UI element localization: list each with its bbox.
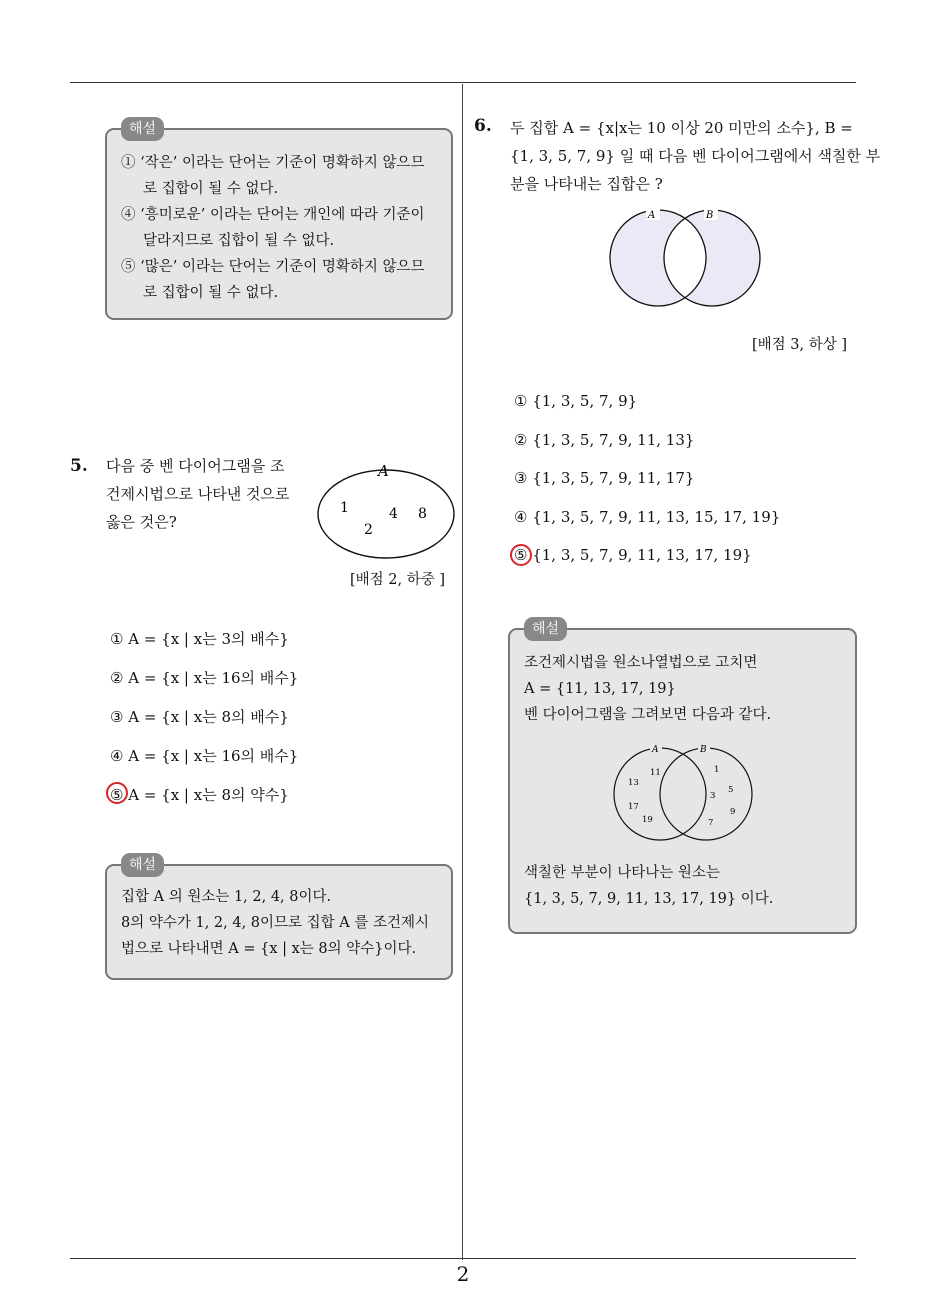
question-line: 두 집합 A = {x|x는 10 이상 20 미만의 소수}, B = (510, 119, 853, 137)
solution-line: 달라지므로 집합이 될 수 없다. (143, 233, 335, 249)
solution-line: {1, 3, 5, 7, 9, 11, 13, 17, 19} 이다. (524, 891, 774, 907)
solution-tag: 해설 (524, 617, 567, 641)
solution-line: ① ‘작은’ 이라는 단어는 기준이 명확하지 않으므 (121, 155, 425, 171)
question-text (510, 114, 880, 198)
top-rule (70, 82, 856, 83)
choice-5[interactable]: ⑤ A = {x | x는 8의 약수} (110, 786, 289, 804)
set-element: 7 (708, 818, 714, 828)
venn-diagram-q6 (600, 206, 770, 312)
solution-line: A = {11, 13, 17, 19} (524, 681, 676, 697)
set-element: 17 (628, 802, 639, 812)
question-line: {1, 3, 5, 7, 9} 일 때 다음 벤 다이어그램에서 색칠한 부 (510, 147, 881, 165)
question-line: 분을 나타내는 집합은 ? (510, 175, 663, 193)
question-line: 옳은 것은? (106, 513, 177, 531)
solution-line: 로 집합이 될 수 없다. (143, 285, 279, 301)
solution-box-4 (105, 121, 453, 320)
solution-line: 집합 A 의 원소는 1, 2, 4, 8이다. (121, 889, 332, 905)
solution-conclusion (524, 860, 773, 912)
set-element: 13 (628, 778, 639, 788)
set-element: 11 (650, 768, 661, 778)
set-element: 19 (642, 815, 653, 825)
set-element: 3 (710, 791, 716, 801)
question-line: 다음 중 벤 다이어그램을 조 (106, 457, 285, 475)
solution-tag: 해설 (121, 117, 164, 141)
solution-tag: 해설 (121, 853, 164, 877)
column-divider (462, 84, 463, 1260)
solution-line: ⑤ ‘많은’ 이라는 단어는 기준이 명확하지 않으므 (121, 259, 425, 275)
answer-mark (106, 782, 128, 804)
set-element: 1 (340, 500, 349, 516)
question-number: 6. (474, 116, 492, 136)
question-number: 5. (70, 456, 88, 476)
set-element: 2 (364, 522, 373, 538)
solution-line: 법으로 나타내면 A = {x | x는 8의 약수}이다. (121, 941, 417, 957)
question-line: 건제시법으로 나타낸 것으로 (106, 485, 290, 503)
choice-1[interactable]: ① A = {x | x는 3의 배수} (110, 630, 289, 648)
choice-2[interactable]: ② {1, 3, 5, 7, 9, 11, 13} (514, 431, 695, 449)
solution-box-5 (105, 857, 453, 980)
solution-line: 색칠한 부분이 나타나는 원소는 (524, 865, 720, 881)
set-ellipse (318, 470, 454, 558)
choice-3[interactable]: ③ {1, 3, 5, 7, 9, 11, 17} (514, 469, 695, 487)
solution-box-6 (508, 621, 857, 934)
choice-4[interactable]: ④ A = {x | x는 16의 배수} (110, 747, 299, 765)
set-element: 4 (389, 506, 398, 522)
choice-2[interactable]: ② A = {x | x는 16의 배수} (110, 669, 299, 687)
venn-diagram-q5 (310, 456, 460, 568)
solution-line: 8의 약수가 1, 2, 4, 8이므로 집합 A 를 조건제시 (121, 915, 430, 931)
page-number: 2 (456, 1262, 470, 1286)
answer-mark (510, 544, 532, 566)
solution-line: ④ ‘흥미로운’ 이라는 단어는 개인에 따라 기준이 (121, 207, 425, 223)
choice-4[interactable]: ④ {1, 3, 5, 7, 9, 11, 13, 15, 17, 19} (514, 508, 781, 526)
solution-line: 조건제시법을 원소나열법으로 고치면 (524, 655, 758, 671)
set-element: 9 (730, 807, 736, 817)
venn-diagram-solution (610, 742, 755, 842)
question-text (106, 452, 289, 536)
set-element: 1 (714, 765, 720, 775)
set-label-a: A (648, 210, 656, 221)
set-label-b: B (706, 210, 714, 221)
set-label-a: A (652, 745, 659, 755)
set-label-b: B (700, 745, 707, 755)
bottom-rule (70, 1258, 856, 1259)
score-label: [배점 3, 하상 ] (752, 337, 848, 353)
choice-1[interactable]: ① {1, 3, 5, 7, 9} (514, 392, 638, 410)
choice-5[interactable]: ⑤ {1, 3, 5, 7, 9, 11, 13, 17, 19} (514, 546, 752, 564)
set-element: 5 (728, 785, 734, 795)
solution-line: 벤 다이어그램을 그려보면 다음과 같다. (524, 707, 772, 723)
solution-line: 로 집합이 될 수 없다. (143, 181, 279, 197)
score-label: [배점 2, 하중 ] (350, 572, 446, 588)
set-label: A (378, 462, 389, 480)
set-element: 8 (418, 506, 427, 522)
choice-3[interactable]: ③ A = {x | x는 8의 배수} (110, 708, 289, 726)
